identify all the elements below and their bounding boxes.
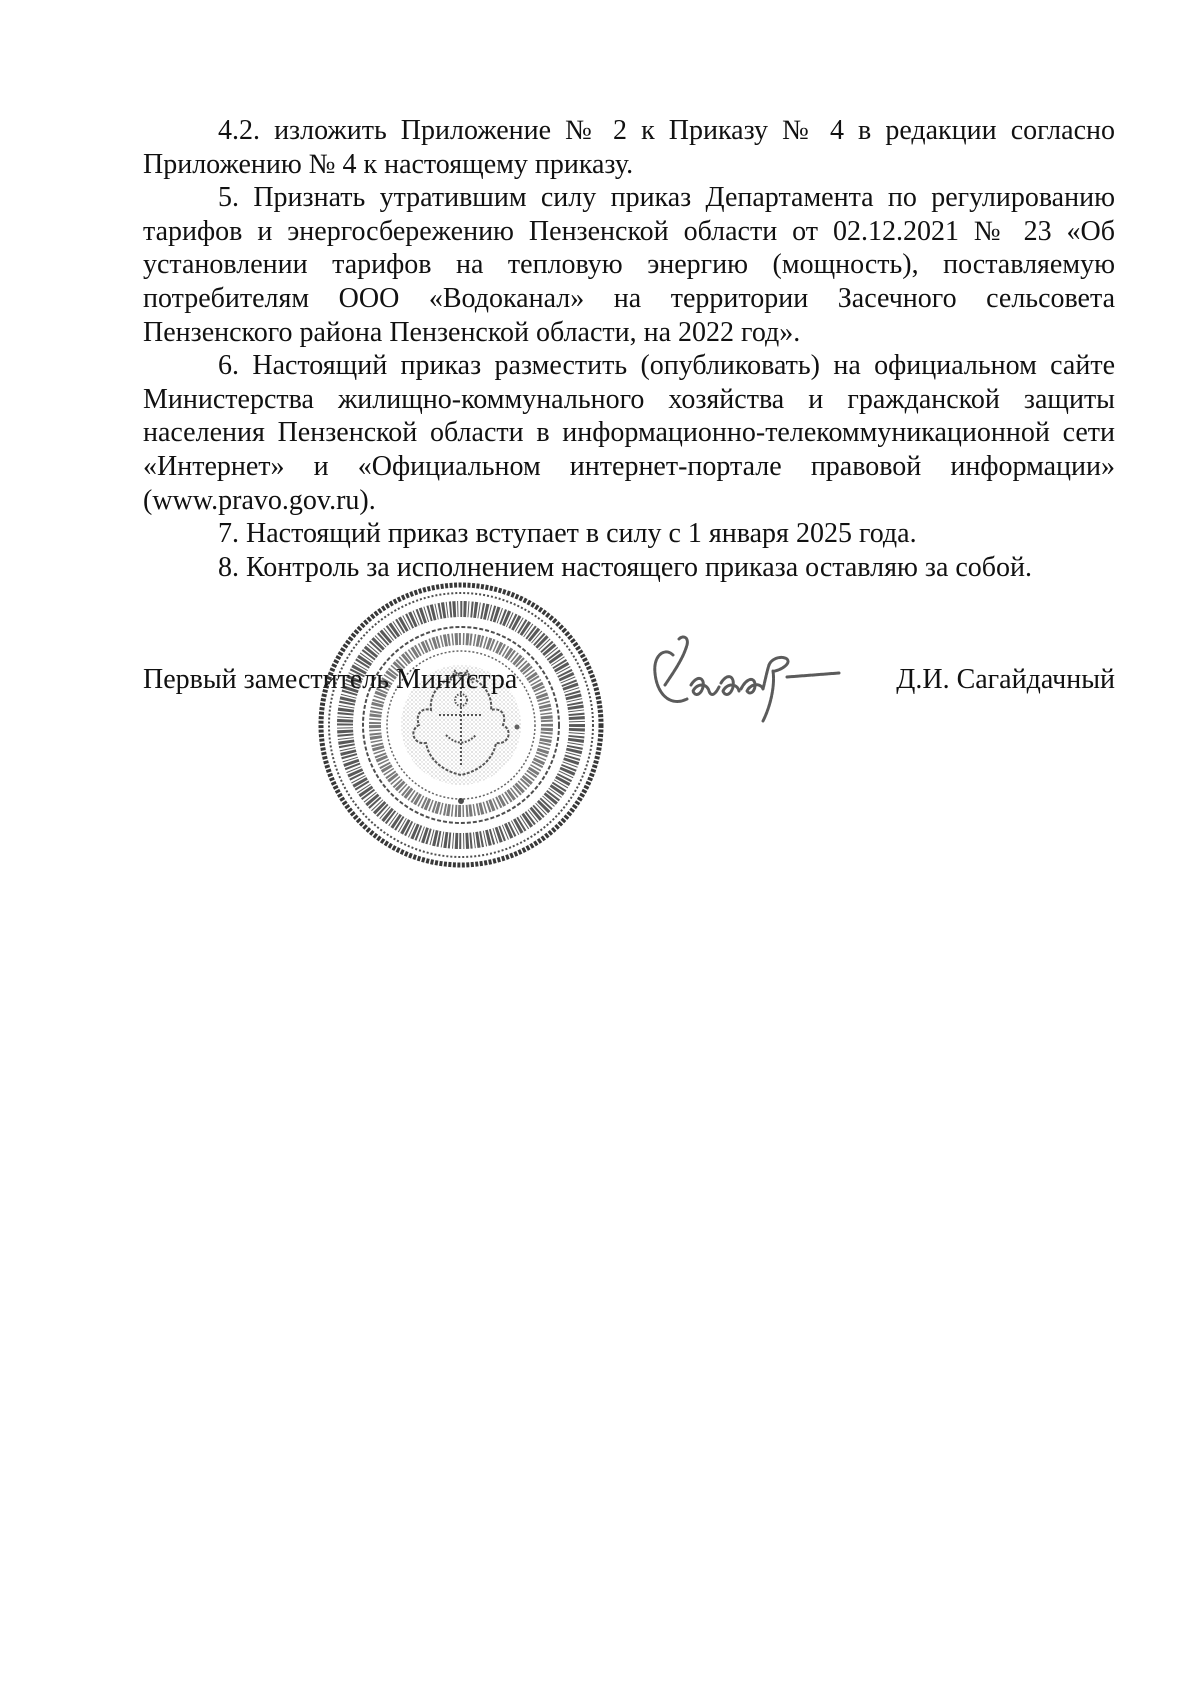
signature-block [143,600,1115,860]
signatory-position: Первый заместитель Министра [143,664,518,695]
document-body [143,114,1115,584]
paragraph-7: 7. Настоящий приказ вступает в силу с 1 января 2025 года. [218,518,917,550]
handwritten-signature-icon [643,625,853,735]
paragraph-5: 5. Признать утратившим силу приказ Департамента по регулированию тарифов и энергосбережению Пензенской области от 02.12.2021 № 23 «Об установлении тарифов на тепловую энергию (мощность), поставляемую потребителям ООО «Водоканал» на территории Засечного сельсовета Пензенского района Пензенской области, на 2022 год». [143,182,1115,348]
signatory-name: Д.И. Сагайдачный [896,664,1115,695]
paragraph-6: 6. Настоящий приказ разместить (опубликовать) на официальном сайте Министерства жилищно-коммунального хозяйства и гражданской защиты населения Пензенской области в информационно-телекоммуникационной сети «Интернет» и «Официальном интернет-портале правовой информации» (www.pravo.gov.ru). [143,350,1115,516]
official-seal-icon [311,575,611,875]
paragraph-8: 8. Контроль за исполнением настоящего приказа оставляю за собой. [218,551,1033,583]
paragraph-4-2: 4.2. изложить Приложение № 2 к Приказу № 4 в редакции согласно Приложению № 4 к настоящему приказу. [143,115,1115,180]
